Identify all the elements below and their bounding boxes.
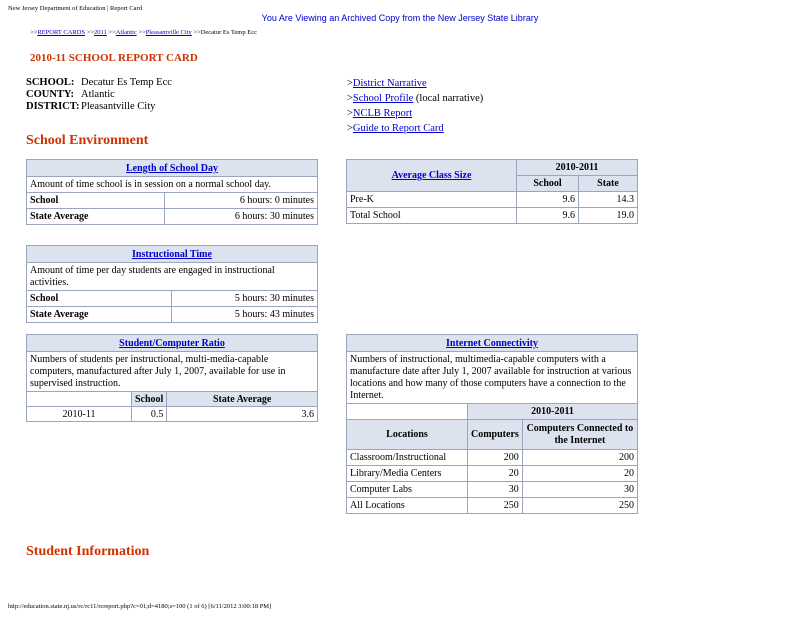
row-value: 5 hours: 30 minutes [172, 291, 318, 307]
avg-class-size-table [346, 159, 638, 224]
breadcrumb-current: >>Decatur Es Temp Ecc [191, 29, 257, 36]
school-profile-link[interactable]: School Profile [352, 93, 414, 104]
internet-connectivity-year: 2010-2011 [468, 404, 638, 420]
student-computer-ratio-description: Numbers of students per instructional, multi-media-capable computers, manufactured after July 1, 2007, available for use in supervised instruction. [27, 352, 318, 392]
col-connected: Computers Connected to the Internet [522, 420, 637, 450]
school-label: SCHOOL: [26, 77, 75, 88]
school-profile-note: (local narrative) [413, 93, 484, 104]
row-connected: 250 [522, 498, 637, 514]
district-label: DISTRICT: [26, 101, 80, 112]
archive-banner: You Are Viewing an Archived Copy from the New Jersey State Library [261, 13, 539, 23]
col-school: School [132, 392, 167, 407]
row-computers: 250 [468, 498, 523, 514]
school-value: Decatur Es Temp Ecc [81, 77, 172, 88]
instructional-time-link[interactable]: Instructional Time [132, 248, 212, 260]
page-header: New Jersey Department of Education | Report Card [8, 5, 142, 12]
avg-class-size-link[interactable]: Average Class Size [391, 170, 472, 181]
guide-link[interactable]: Guide to Report Card [352, 123, 444, 134]
row-location: Classroom/Instructional [347, 450, 468, 466]
nclb-report-link[interactable]: NCLB Report [352, 108, 413, 119]
internet-connectivity-link[interactable]: Internet Connectivity [446, 337, 538, 349]
row-value: 6 hours: 0 minutes [165, 193, 318, 209]
col-state: State [579, 176, 638, 192]
blank-cell [347, 404, 468, 420]
row-label: Pre-K [347, 192, 517, 208]
row-school: 9.6 [517, 208, 579, 224]
breadcrumb [30, 29, 257, 36]
breadcrumb-pleasantville[interactable]: Pleasantville City [145, 29, 192, 36]
breadcrumb-sep: >> [106, 29, 116, 36]
row-value: 6 hours: 30 minutes [165, 209, 318, 225]
row-computers: 30 [468, 482, 523, 498]
row-location: Library/Media Centers [347, 466, 468, 482]
row-connected: 30 [522, 482, 637, 498]
col-computers: Computers [468, 420, 523, 450]
student-computer-ratio-header [27, 335, 318, 352]
instructional-time-table [26, 245, 318, 323]
internet-connectivity-header [347, 335, 638, 352]
row-location: All Locations [347, 498, 468, 514]
row-label: School [27, 193, 165, 209]
district-value: Pleasantville City [81, 101, 156, 112]
row-computers: 20 [468, 466, 523, 482]
col-state-average: State Average [167, 392, 318, 407]
length-of-day-description: Amount of time school is in session on a normal school day. [27, 177, 318, 193]
col-school: School [517, 176, 579, 192]
link-prefix: > [347, 108, 353, 119]
section-school-environment: School Environment [26, 133, 149, 148]
link-prefix: > [347, 123, 353, 134]
link-prefix: > [347, 93, 353, 104]
page-footer-url: http://education.state.nj.us/rc/rc11/rcreport.php?c=01;d=4180;s=100 (1 of 6) [6/11/2012 3:00:18 PM] [8, 603, 272, 610]
row-label: State Average [27, 209, 165, 225]
report-links [347, 76, 483, 136]
breadcrumb-2011[interactable]: 2011 [94, 29, 107, 36]
instructional-time-description: Amount of time per day students are engaged in instructional activities. [27, 263, 318, 291]
student-computer-ratio-link[interactable]: Student/Computer Ratio [119, 337, 225, 349]
breadcrumb-sep: >> [30, 29, 38, 36]
row-year: 2010-11 [27, 407, 132, 422]
county-label: COUNTY: [26, 89, 75, 100]
section-student-information: Student Information [26, 544, 150, 559]
breadcrumb-sep: >> [136, 29, 146, 36]
student-computer-ratio-table [26, 334, 318, 422]
breadcrumb-report-cards[interactable]: REPORT CARDS [37, 29, 86, 36]
row-connected: 20 [522, 466, 637, 482]
row-state: 14.3 [579, 192, 638, 208]
length-of-day-table [26, 159, 318, 225]
link-prefix: > [347, 78, 353, 89]
school-info [26, 77, 172, 113]
district-narrative-link[interactable]: District Narrative [352, 78, 427, 89]
row-label: School [27, 291, 172, 307]
avg-class-size-year: 2010-2011 [517, 160, 638, 176]
blank-cell [27, 392, 132, 407]
row-label: State Average [27, 307, 172, 323]
row-school: 9.6 [517, 192, 579, 208]
length-of-day-header [27, 160, 318, 177]
county-value: Atlantic [81, 89, 115, 100]
col-locations: Locations [347, 420, 468, 450]
row-school: 0.5 [132, 407, 167, 422]
instructional-time-header [27, 246, 318, 263]
internet-connectivity-table [346, 334, 638, 514]
row-connected: 200 [522, 450, 637, 466]
row-state: 19.0 [579, 208, 638, 224]
length-of-day-link[interactable]: Length of School Day [126, 162, 218, 174]
row-label: Total School [347, 208, 517, 224]
row-state: 3.6 [167, 407, 318, 422]
breadcrumb-sep: >> [85, 29, 95, 36]
internet-connectivity-description: Numbers of instructional, multimedia-capable computers with a manufacture date after July 1, 2007 available for instruction at various locations and how many of those computers have a connection to the Internet. [347, 352, 638, 404]
breadcrumb-atlantic[interactable]: Atlantic [115, 29, 137, 36]
row-location: Computer Labs [347, 482, 468, 498]
row-value: 5 hours: 43 minutes [172, 307, 318, 323]
avg-class-size-header [347, 160, 517, 192]
row-computers: 200 [468, 450, 523, 466]
report-title: 2010-11 SCHOOL REPORT CARD [30, 52, 198, 64]
